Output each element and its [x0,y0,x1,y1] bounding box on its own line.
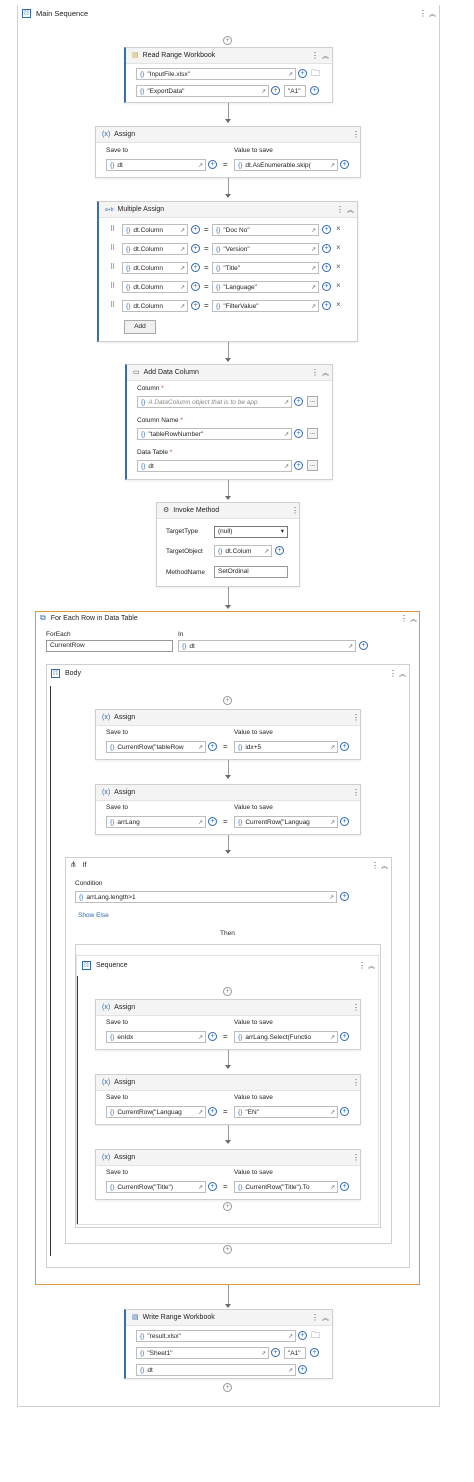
more-icon[interactable]: ⋮ [352,713,360,722]
value-field[interactable]: {} CurrentRow("Languag ↗ [234,816,338,828]
value-to-save-label: Value to save [234,1019,273,1026]
body-left-rule [50,686,51,1256]
multiple-assign-icon: a+b [105,206,114,213]
show-else-link[interactable]: Show Else [78,912,109,919]
connector-arrow [225,194,231,198]
add-variable-icon[interactable]: + [322,244,331,253]
activity-title: Assign [114,789,136,796]
add-variable-icon[interactable]: + [275,546,284,555]
more-icon[interactable]: ⋮ [311,51,319,60]
collapse-icon[interactable]: ︽ [347,207,354,214]
connector-arrow [225,119,231,123]
add-variable-icon[interactable]: + [322,301,331,310]
connector-arrow [225,1304,231,1308]
method-name-label: MethodName [166,569,206,576]
add-variable-icon[interactable]: + [310,86,319,95]
assign-value-field[interactable]: {} "Doc No" ↗ [212,224,319,236]
if-header [70,861,87,869]
value-field[interactable]: {} "EN" ↗ [234,1106,338,1118]
target-object-field[interactable]: {} dt.Colum ↗ [214,545,272,557]
activity-title: Invoke Method [173,507,220,514]
main-more-icon[interactable]: ⋮ [419,9,427,18]
add-activity-icon[interactable]: + [223,1202,232,1211]
add-variable-icon[interactable]: + [322,282,331,291]
add-variable-icon[interactable]: + [191,244,200,253]
drag-handle-icon[interactable]: ⠿ [110,283,115,290]
collapse-icon[interactable]: ︽ [381,863,388,870]
save-to-label: Save to [106,147,129,154]
add-variable-icon[interactable]: + [340,742,349,751]
sheet-name-field[interactable]: {} "Sheet1" ↗ [136,1347,269,1359]
more-icon[interactable]: ⋮ [291,506,299,515]
read-range-workbook-activity[interactable] [124,47,333,103]
file-path-field[interactable]: {} "InputFile.xlsx" ↗ [136,68,296,80]
remove-row-icon[interactable]: × [336,224,341,233]
value-field[interactable]: {} idx+5 ↗ [234,741,338,753]
collapse-icon[interactable]: ︽ [322,53,329,60]
add-variable-icon[interactable]: + [322,263,331,272]
connector-arrow [225,358,231,362]
equals-sign: = [204,225,209,234]
add-variable-icon[interactable]: + [322,225,331,234]
activity-title: Assign [114,1004,136,1011]
assign-value-field[interactable]: {} "Language" ↗ [212,281,319,293]
add-row-button[interactable]: Add [124,320,156,334]
file-path-field[interactable]: {} "result.xlsx" ↗ [136,1330,296,1342]
main-collapse-icon[interactable]: ︽ [429,11,436,18]
add-variable-icon[interactable]: + [191,263,200,272]
excel-read-icon: ▤ [132,51,139,59]
equals-sign: = [223,160,228,169]
data-table-label: Data Table * [137,449,173,456]
activity-title: Add Data Column [143,369,199,376]
more-icon[interactable]: ⋮ [358,961,366,970]
connector-arrow [225,1140,231,1144]
sequence-icon: [:] [82,961,91,970]
data-table-field[interactable]: {} dt ↗ [137,460,292,472]
more-icon[interactable]: ⋮ [352,1078,360,1087]
equals-sign: = [204,244,209,253]
folder-icon[interactable]: 🗀 [311,1330,321,1340]
collapse-icon[interactable]: ︽ [368,963,375,970]
add-variable-icon[interactable]: + [271,1348,280,1357]
add-variable-icon[interactable]: + [208,1107,217,1116]
connector [228,480,229,496]
condition-label: Condition [75,880,103,887]
equals-sign: = [204,301,209,310]
range-field[interactable]: "A1" [284,85,306,97]
more-options-button[interactable]: ... [307,396,318,407]
if-icon: ⋔ [70,860,77,869]
sequence-icon: [:] [22,9,31,18]
foreach-variable-field[interactable]: CurrentRow [46,640,173,652]
drag-handle-icon[interactable]: ⠿ [110,245,115,252]
column-field[interactable]: {} A DataColumn object that is to be app ↗ [137,396,292,408]
add-data-column-activity[interactable] [125,364,333,480]
add-variable-icon[interactable]: + [359,641,368,650]
sequence-title: Sequence [96,962,128,969]
assign-activity-3[interactable] [95,784,361,835]
value-to-save-label: Value to save [234,804,273,811]
save-to-label: Save to [106,729,129,736]
gears-icon: ⚙ [163,506,170,514]
excel-write-icon: ▤ [132,1313,139,1321]
assign-value-field[interactable]: {} "Version" ↗ [212,243,319,255]
connector [228,835,229,850]
add-variable-icon[interactable]: + [340,892,349,901]
sheet-name-field[interactable]: {} "ExportData" ↗ [136,85,269,97]
save-to-label: Save to [106,1169,129,1176]
activity-title: Assign [114,1079,136,1086]
value-to-save-label: Value to save [234,729,273,736]
body-title: Body [65,670,81,677]
activity-title: If [82,861,87,869]
value-field[interactable]: {} dt.AsEnumerable.skip( ↗ [234,159,338,171]
add-variable-icon[interactable]: + [340,1182,349,1191]
equals-sign: = [204,282,209,291]
connector-arrow [225,605,231,609]
dropdown-icon: ▾ [280,528,284,535]
target-object-label: TargetObject [166,548,203,555]
add-variable-icon[interactable]: + [298,1331,307,1340]
connector [228,1285,229,1305]
more-icon[interactable]: ⋮ [371,861,379,870]
add-activity-icon[interactable]: + [223,696,232,705]
assign-target-field[interactable]: {} dt.Column ↗ [122,243,188,255]
folder-icon[interactable]: 🗀 [311,68,321,78]
drag-handle-icon[interactable]: ⠿ [110,226,115,233]
add-variable-icon[interactable]: + [208,742,217,751]
collapse-icon[interactable]: ︽ [322,370,329,377]
more-icon[interactable]: ⋮ [389,669,397,678]
condition-field[interactable]: {} arrLang.length>1 ↗ [75,891,337,903]
activity-title: Write Range Workbook [142,1314,215,1321]
save-to-field[interactable]: {} CurrentRow("tableRow ↗ [106,741,206,753]
target-type-select[interactable]: (null) ▾ [214,526,288,538]
collapse-icon[interactable]: ︽ [399,671,406,678]
value-to-save-label: Value to save [234,1094,273,1101]
add-variable-icon[interactable]: + [191,282,200,291]
sequence-icon: [:] [51,669,60,678]
more-options-button[interactable]: ... [307,428,318,439]
equals-sign: = [223,1107,228,1116]
more-icon[interactable]: ⋮ [336,205,344,214]
more-options-button[interactable]: ... [307,460,318,471]
range-field[interactable]: "A1" [284,1347,306,1359]
value-field[interactable]: {} CurrentRow("Title").To ↗ [234,1181,338,1193]
data-table-field[interactable]: {} dt ↗ [136,1364,296,1376]
assign-activity-1[interactable] [95,126,361,178]
add-variable-icon[interactable]: + [208,1182,217,1191]
assign-value-field[interactable]: {} "FilterValue" ↗ [212,300,319,312]
remove-row-icon[interactable]: × [336,262,341,271]
more-icon[interactable]: ⋮ [352,788,360,797]
assign-icon: (x) [102,713,111,721]
sequence-left-rule [77,976,78,1224]
more-icon[interactable]: ⋮ [311,1313,319,1322]
add-variable-icon[interactable]: + [310,1348,319,1357]
for-each-header [40,614,138,622]
add-variable-icon[interactable]: + [191,225,200,234]
assign-activity-5[interactable] [95,1074,361,1125]
collapse-icon[interactable]: ︽ [410,616,417,623]
connector-arrow [225,775,231,779]
sequence-header [82,961,128,970]
equals-sign: = [223,742,228,751]
equals-sign: = [204,263,209,272]
main-sequence-title: Main Sequence [36,9,89,18]
assign-icon: (x) [102,1078,111,1086]
activity-title: Assign [114,714,136,721]
value-field[interactable]: {} arrLang.Select(Functio ↗ [234,1031,338,1043]
more-icon[interactable]: ⋮ [400,614,408,623]
connector [228,1050,229,1065]
activity-title: Multiple Assign [117,206,165,213]
add-variable-icon[interactable]: + [340,817,349,826]
save-to-label: Save to [106,1094,129,1101]
save-to-field[interactable]: {} arrLang ↗ [106,816,206,828]
add-variable-icon[interactable]: + [191,301,200,310]
add-variable-icon[interactable]: + [294,397,303,406]
drag-handle-icon[interactable]: ⠿ [110,264,115,271]
add-variable-icon[interactable]: + [271,86,280,95]
remove-row-icon[interactable]: × [336,281,341,290]
add-variable-icon[interactable]: + [294,461,303,470]
activity-title: Assign [114,1154,136,1161]
multiple-assign-activity[interactable] [97,201,358,342]
equals-sign: = [223,1182,228,1191]
add-variable-icon[interactable]: + [340,1032,349,1041]
activity-title: Assign [114,131,136,138]
in-collection-field[interactable]: {} dt ↗ [178,640,356,652]
column-name-label: Column Name * [137,417,183,424]
column-name-field[interactable]: {} "tableRowNumber" ↗ [137,428,292,440]
column-label: Column * [137,385,164,392]
assign-activity-2[interactable] [95,709,361,760]
add-variable-icon[interactable]: + [208,817,217,826]
for-each-icon: ⧉ [40,613,46,622]
method-name-field[interactable]: SetOrdinal [214,566,288,578]
remove-row-icon[interactable]: × [336,300,341,309]
then-label: Then [220,930,235,937]
add-activity-icon[interactable]: + [223,1383,232,1392]
connector [228,760,229,775]
invoke-method-activity[interactable] [156,502,300,587]
body-header [51,669,81,678]
save-to-field[interactable]: {} CurrentRow("Title") ↗ [106,1181,206,1193]
assign-activity-6[interactable] [95,1149,361,1200]
in-label: In [178,631,184,638]
connector-arrow [225,496,231,500]
save-to-label: Save to [106,804,129,811]
assign-activity-4[interactable] [95,999,361,1050]
add-activity-icon[interactable]: + [223,1245,232,1254]
write-range-workbook-activity[interactable] [124,1309,333,1379]
add-variable-icon[interactable]: + [208,1032,217,1041]
drag-handle-icon[interactable]: ⠿ [110,302,115,309]
assign-value-field[interactable]: {} "Title" ↗ [212,262,319,274]
add-variable-icon[interactable]: + [298,1365,307,1374]
add-variable-icon[interactable]: + [298,69,307,78]
add-variable-icon[interactable]: + [340,160,349,169]
assign-icon: (x) [102,130,111,138]
activity-title: Read Range Workbook [142,52,216,59]
assign-target-field[interactable]: {} dt.Column ↗ [122,281,188,293]
assign-target-field[interactable]: {} dt.Column ↗ [122,300,188,312]
save-to-label: Save to [106,1019,129,1026]
more-icon[interactable]: ⋮ [352,1153,360,1162]
assign-target-field[interactable]: {} dt.Column ↗ [122,224,188,236]
add-variable-icon[interactable]: + [340,1107,349,1116]
main-sequence-header[interactable] [22,9,88,18]
value-to-save-label: Value to save [234,1169,273,1176]
assign-icon: (x) [102,788,111,796]
add-activity-icon[interactable]: + [223,36,232,45]
connector-arrow [225,1065,231,1069]
collapse-icon[interactable]: ︽ [322,1315,329,1322]
add-variable-icon[interactable]: + [208,160,217,169]
assign-icon: (x) [102,1153,111,1161]
equals-sign: = [223,1032,228,1041]
foreach-label: ForEach [46,631,71,638]
more-icon[interactable]: ⋮ [352,1003,360,1012]
connector [228,1125,229,1140]
add-activity-icon[interactable]: + [223,987,232,996]
save-to-field[interactable]: {} enIdx ↗ [106,1031,206,1043]
add-variable-icon[interactable]: + [294,429,303,438]
equals-sign: = [223,817,228,826]
connector [228,178,229,194]
value-to-save-label: Value to save [234,147,273,154]
assign-icon: (x) [102,1003,111,1011]
activity-title: For Each Row in Data Table [50,614,138,622]
more-icon[interactable]: ⋮ [311,368,319,377]
save-to-field[interactable]: {} CurrentRow("Languag ↗ [106,1106,206,1118]
connector [228,342,229,358]
connector-arrow [225,850,231,854]
more-icon[interactable]: ⋮ [352,130,360,139]
save-to-field[interactable]: {} dt ↗ [106,159,206,171]
remove-row-icon[interactable]: × [336,243,341,252]
connector [228,587,229,605]
target-type-label: TargetType [166,528,199,535]
assign-target-field[interactable]: {} dt.Column ↗ [122,262,188,274]
connector [228,103,229,119]
data-column-icon: ▭ [133,368,140,376]
